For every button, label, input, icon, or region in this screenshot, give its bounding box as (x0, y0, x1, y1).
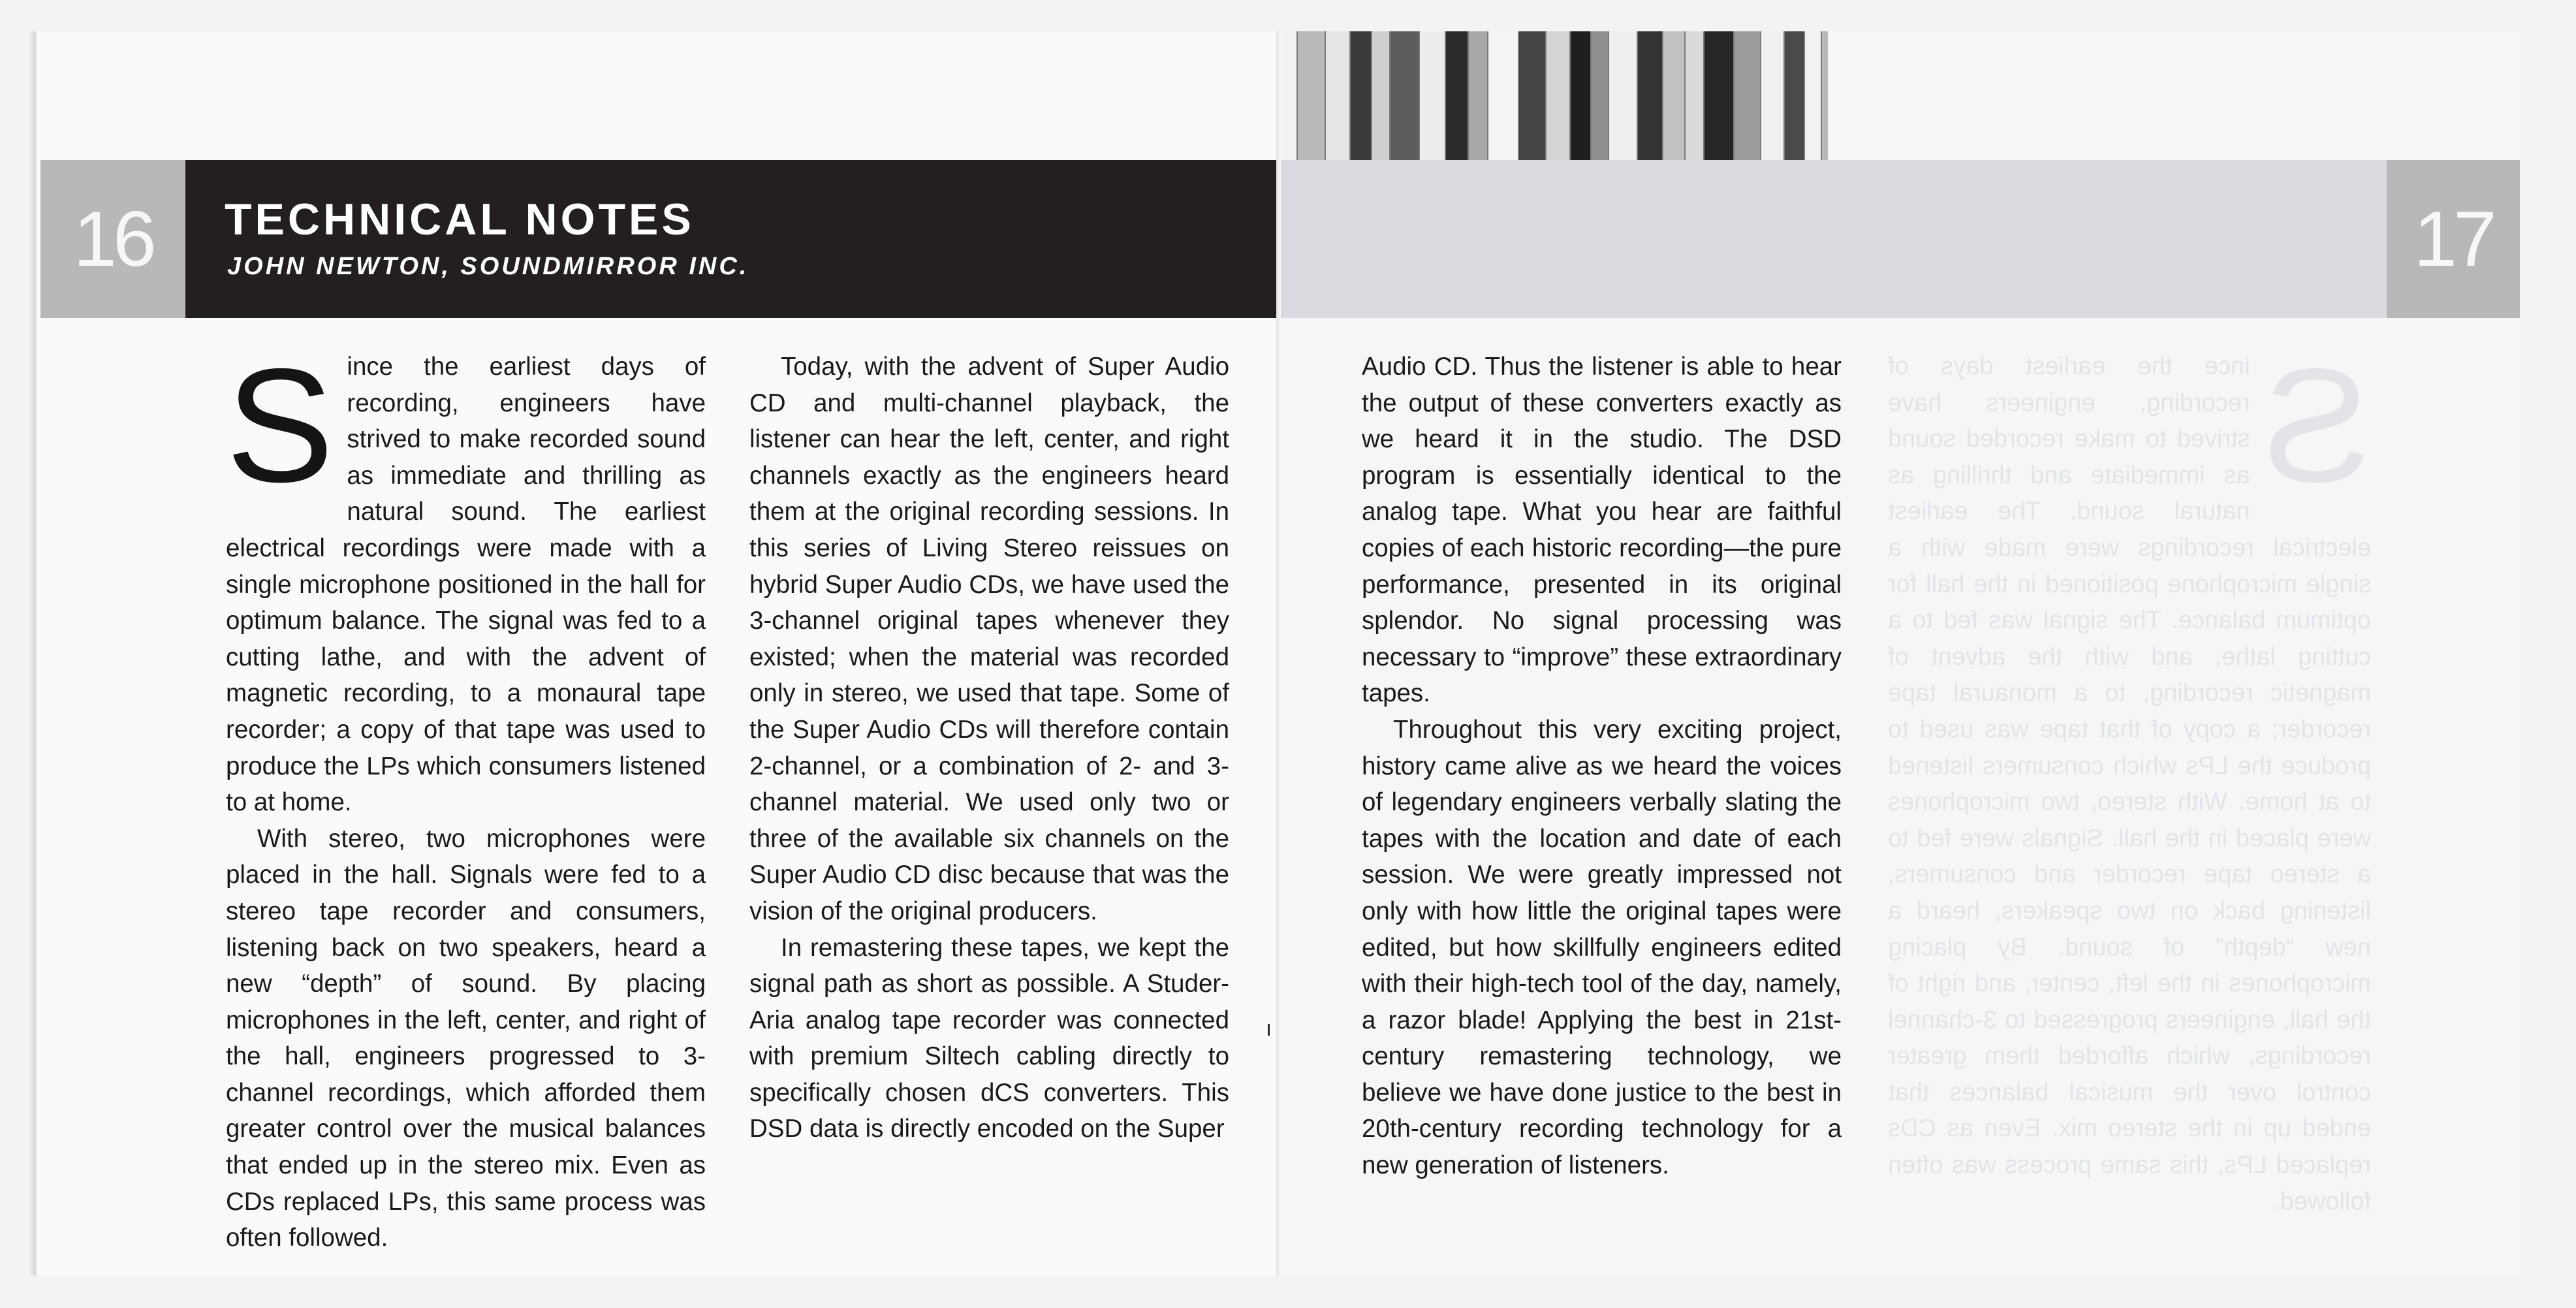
show-through-paragraph: ince the earliest days of recording, engineers have strived to make recorded sound as immediate and thrilling as natural sound. The earliest electrical recordings were made with a single microphone positioned in the hall for optimum balance. The signal was fed to a cutting lathe, and with the advent of magnetic recording, to a monaural tape recorder; a copy of that tape was used to produce the LPs which consumers listened to at home. With stereo, two microphones were placed in the hall. Signals were fed to a stereo tape recorder and consumers, listening back on two speakers, heard a new “depth” of sound. By placing microphones in the left, center, and right of the hall, engineers progressed to 3-channel recordings, which afforded them greater control over the musical balances that ended up in the stereo mix. Even as CDs replaced LPs, this same process was often followed. (1888, 353, 2371, 1215)
tape-spine-edge (1487, 31, 1488, 160)
tape-spines-image (1281, 31, 1828, 160)
paragraph: Throughout this very exciting project, history came alive as we heard the voices of legendary engineers verbally slating the tapes with the location and date of each session. We were greatly impressed not only with how little the original tapes were edited, but how skillfully engineers edited with their high-tech tool of the day, namely, a razor blade! Applying the best in 21st-century remastering technology, we believe we have done justice to the best in 20th-century recording technology for a new generation of listeners. (1362, 715, 1842, 1180)
tape-boxes-photo (1281, 31, 1828, 160)
tape-spine (1420, 31, 1446, 160)
tape-spine (1281, 31, 1298, 160)
tape-spine-edge (1371, 31, 1372, 160)
tape-spine-edge (1349, 31, 1351, 160)
show-through-drop-cap: S (2263, 334, 2371, 516)
right-page (1281, 31, 2520, 1275)
tape-spine (1822, 31, 1828, 160)
show-through-text (1888, 334, 2371, 1220)
tape-spine-edge (1733, 31, 1735, 160)
tape-spine-edge (1468, 31, 1469, 160)
tape-spine (1686, 31, 1704, 160)
paragraph: Since the earliest days of recording, engineers have strived to make recorded sound as immediate and thrilling as natural sound. The earliest electrical recordings were made with a single microphone positioned in the hall for optimum balance. The signal was fed to a cutting lathe, and with the advent of magnetic recording, to a monaural tape recorder; a copy of that tape was used to produce the LPs which consumers listened to at home. (226, 334, 706, 817)
header-band (185, 160, 1285, 318)
tape-spine (1735, 31, 1761, 160)
paragraph: In remastering these tapes, we kept the signal path as short as possible. A Studer-Aria analog tape recorder was connected with premium Siltech cabling directly to specifically chosen dCS converters. This DSD data is directly encoded on the Super (749, 933, 1229, 1143)
tape-spine-edge (1445, 31, 1446, 160)
tape-spine (1609, 31, 1638, 160)
tape-spine-edge (1684, 31, 1686, 160)
tape-spine (1469, 31, 1488, 160)
tape-spine (1326, 31, 1351, 160)
tape-spine (1547, 31, 1571, 160)
paragraph: Today, with the advent of Super Audio CD and multi-channel playback, the listener can hear the left, center, and right channels exactly as the engineers heard them at the original recording sessions. In this series of Living Stereo reissues on hybrid Super Audio CDs, we have used the 3-channel original tapes whenever they existed; when the material was recorded only in stereo, we used that tape. Some of the Super Audio CDs will therefore contain 2-channel, or a combination of 2- and 3-channel material. We used only two or three of the available six channels on the Super Audio CD disc because that was the vision of the original producers. (749, 353, 1229, 925)
tape-spine-edge (1518, 31, 1519, 160)
tape-spine (1446, 31, 1469, 160)
tape-spine (1704, 31, 1735, 160)
paragraph: Audio CD. Thus the listener is able to hear the output of these converters exactly as we heard it in the studio. The DSD program is essentially identical to the analog tape. What you hear are faithful copies of each historic recording—the pure performance, presented in its original splendor. No signal processing was necessary to “improve” these extraordinary tapes. (1362, 353, 1842, 708)
text-column-1 (226, 334, 706, 1256)
tape-spine-edge (1608, 31, 1609, 160)
header-band-grey (1281, 160, 2387, 318)
cd-booklet-spread (33, 31, 2520, 1275)
tape-spine (1785, 31, 1805, 160)
tape-spine-edge (1703, 31, 1704, 160)
tape-spine-edge (1804, 31, 1805, 160)
tape-spine (1519, 31, 1547, 160)
tape-spine (1488, 31, 1519, 160)
left-page (33, 31, 1285, 1275)
text-column-2 (749, 349, 1229, 1147)
page-heading: TECHNICAL NOTES (225, 195, 695, 244)
text-column-3 (1362, 349, 1842, 1184)
print-speck (1268, 1024, 1270, 1036)
tape-spine-edge (1419, 31, 1420, 160)
page-number-left: 16 (40, 160, 185, 318)
tape-spine-edge (1545, 31, 1547, 160)
tape-spine (1390, 31, 1420, 160)
tape-spine-edge (1590, 31, 1592, 160)
paragraph: With stereo, two microphones were placed in the hall. Signals were fed to a stereo tape recorder and consumers, listening back on two speakers, heard a new “depth” of sound. By placing microphones in the left, center, and right of the hall, engineers progressed to 3-channel recordings, which afforded them greater control over the musical balances that ended up in the stereo mix. Even as CDs replaced LPs, this same process was often followed. (226, 824, 706, 1252)
page-number-right: 17 (2387, 160, 2520, 318)
tape-spine-edge (1296, 31, 1298, 160)
tape-spine-edge (1569, 31, 1571, 160)
tape-spine-edge (1662, 31, 1663, 160)
tape-spine-edge (1389, 31, 1390, 160)
tape-spine-edge (1821, 31, 1822, 160)
tape-spine-edge (1783, 31, 1785, 160)
tape-spine-edge (1637, 31, 1638, 160)
tape-spine-edge (1325, 31, 1326, 160)
tape-spine-edge (1760, 31, 1761, 160)
author-subheading: JOHN NEWTON, SOUNDMIRROR INC. (227, 253, 749, 280)
tape-spine (1805, 31, 1822, 160)
tape-spine (1372, 31, 1390, 160)
tape-spine (1663, 31, 1686, 160)
tape-spine (1298, 31, 1326, 160)
tape-spine (1592, 31, 1609, 160)
tape-spine (1638, 31, 1663, 160)
tape-spine (1571, 31, 1592, 160)
tape-spine (1761, 31, 1785, 160)
drop-cap: S (226, 334, 334, 516)
tape-spine (1351, 31, 1372, 160)
